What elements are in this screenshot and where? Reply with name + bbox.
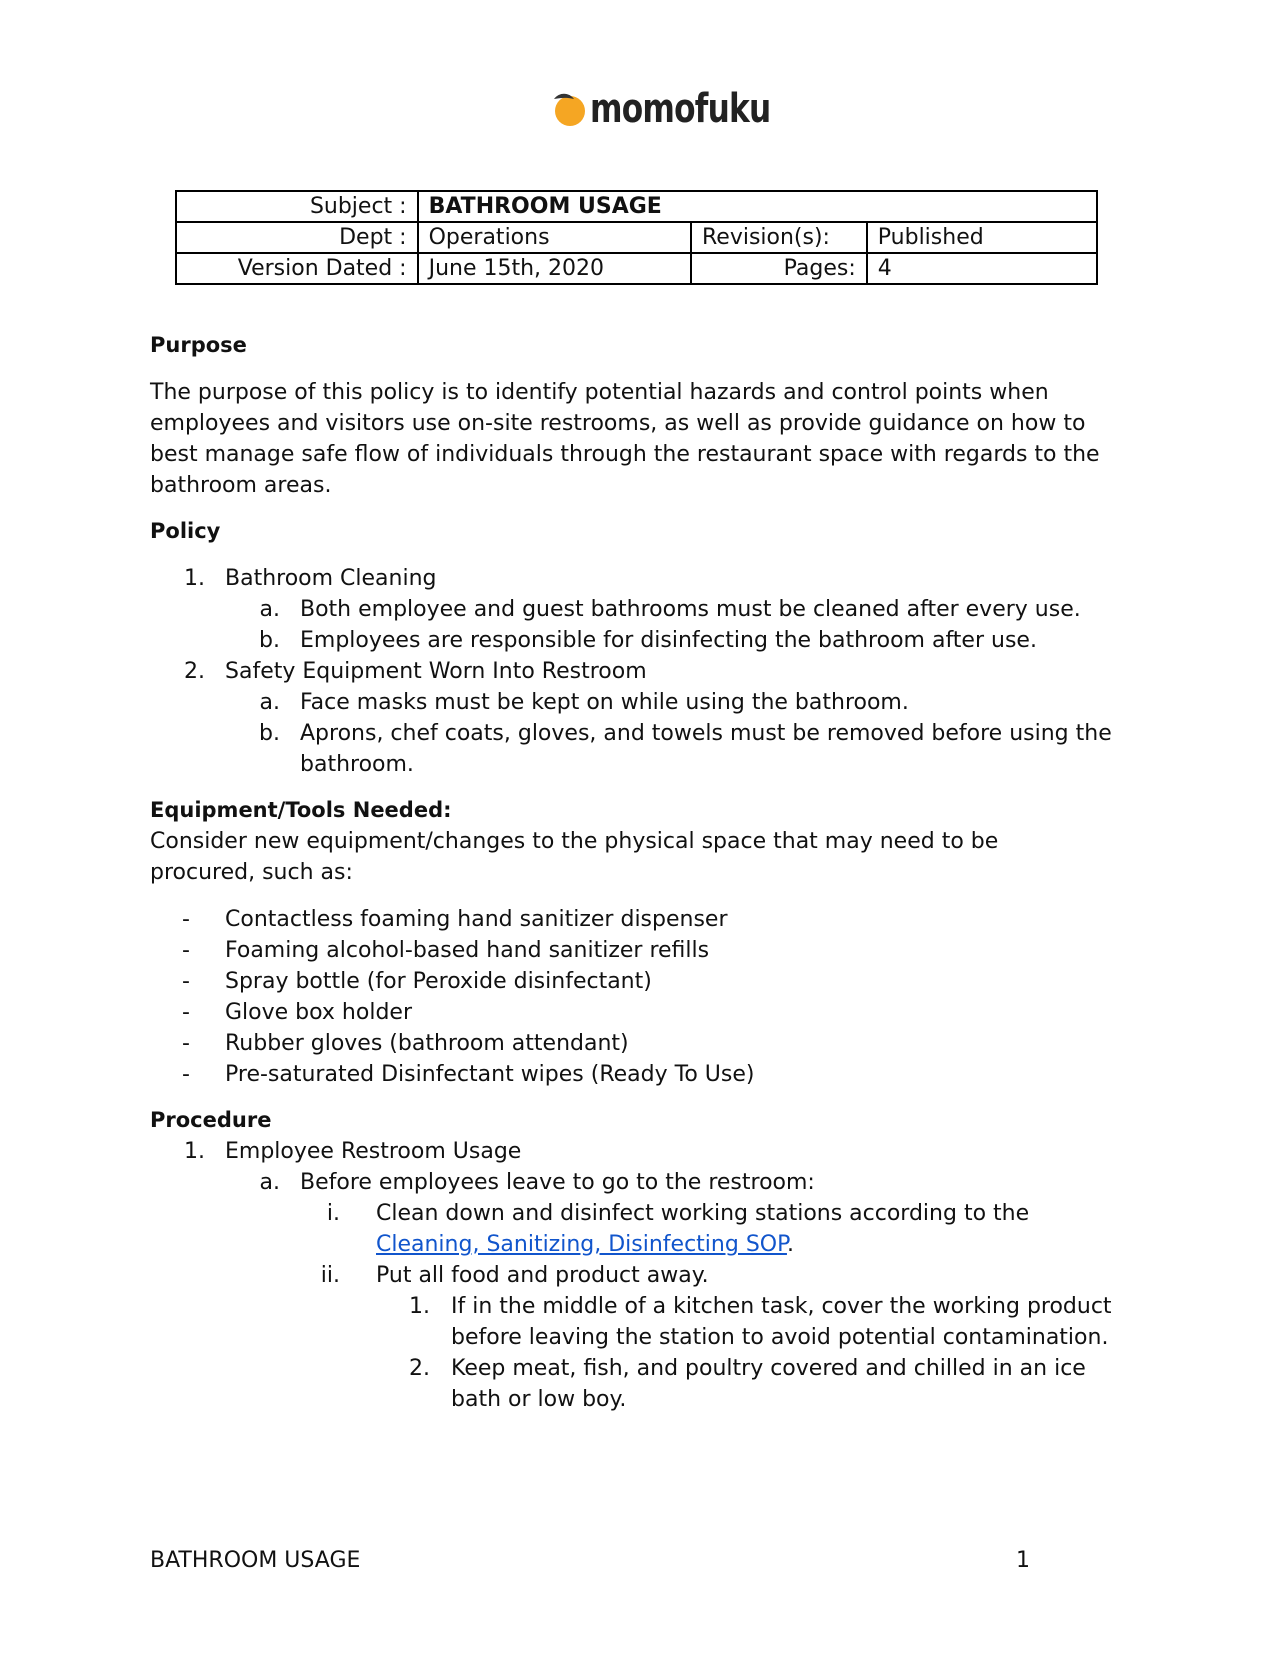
momofuku-logo [548, 86, 821, 132]
procedure-heading: Procedure [150, 1108, 272, 1132]
list-item: 2. Keep meat, fish, and poultry covered and chilled in an ice bath or low boy. [409, 1356, 1086, 1412]
document-body [150, 330, 1130, 1415]
equipment-heading: Equipment/Tools Needed: [150, 798, 452, 822]
logo-wordmark: momofuku [590, 86, 771, 132]
purpose-paragraph [150, 377, 1130, 501]
list-item: a. Both employee and guest bathrooms must be cleaned after every use. [259, 597, 1081, 622]
peach-icon [548, 89, 588, 129]
list-item: - Glove box holder [182, 1000, 412, 1025]
subject-value: BATHROOM USAGE [418, 191, 1097, 222]
page-number: 1 [1016, 1548, 1030, 1573]
list-item: - Rubber gloves (bathroom attendant) [182, 1031, 629, 1056]
version-value: June 15th, 2020 [418, 253, 691, 284]
purpose-line: best manage safe flow of individuals through the restaurant space with regards to the [150, 442, 1100, 467]
list-item: 2. Safety Equipment Worn Into Restroom [184, 659, 647, 684]
revision-value: Published [867, 222, 1097, 253]
list-item: a. Face masks must be kept on while using the bathroom. [259, 690, 909, 715]
list-item: 1. Employee Restroom Usage [184, 1139, 522, 1164]
list-item: - Spray bottle (for Peroxide disinfectant) [182, 969, 652, 994]
purpose-heading: Purpose [150, 333, 247, 357]
dept-label: Dept : [176, 222, 418, 253]
list-item: b. Aprons, chef coats, gloves, and towels must be removed before using the bathroom. [259, 721, 1112, 777]
purpose-line: bathroom areas. [150, 473, 332, 498]
version-label: Version Dated : [176, 253, 418, 284]
page-footer [150, 1548, 1030, 1573]
dept-value: Operations [418, 222, 691, 253]
list-item: b. Employees are responsible for disinfecting the bathroom after use. [259, 628, 1037, 653]
list-item: 1. If in the middle of a kitchen task, cover the working product before leaving the station to avoid potential contamination. [409, 1294, 1112, 1350]
revision-label: Revision(s): [691, 222, 867, 253]
cleaning-sop-link[interactable]: Cleaning, Sanitizing, Disinfecting SOP [376, 1232, 787, 1257]
equipment-intro: Consider new equipment/changes to the physical space that may need to be procured, such as: [150, 829, 999, 885]
procedure-list [150, 1136, 1130, 1415]
list-item: - Foaming alcohol-based hand sanitizer refills [182, 938, 710, 963]
equipment-list [150, 904, 1130, 1090]
list-item: a. Before employees leave to go to the restroom: [259, 1170, 815, 1195]
subject-label: Subject : [176, 191, 418, 222]
list-item: 1. Bathroom Cleaning [184, 566, 437, 591]
pages-label: Pages: [691, 253, 867, 284]
purpose-line: employees and visitors use on-site restrooms, as well as provide guidance on how to [150, 411, 1086, 436]
list-item: ii. Put all food and product away. [320, 1263, 709, 1288]
pages-value: 4 [867, 253, 1097, 284]
footer-title: BATHROOM USAGE [150, 1548, 361, 1573]
list-item: i. Clean down and disinfect working stations according to the Cleaning, Sanitizing, Disinfecting SOP. [326, 1201, 1030, 1257]
document-meta-table [175, 190, 1098, 285]
list-item: - Pre-saturated Disinfectant wipes (Ready To Use) [182, 1062, 755, 1087]
policy-heading: Policy [150, 519, 221, 543]
policy-list [150, 563, 1130, 780]
list-item: - Contactless foaming hand sanitizer dispenser [182, 907, 728, 932]
purpose-line: The purpose of this policy is to identify potential hazards and control points when [150, 380, 1049, 405]
